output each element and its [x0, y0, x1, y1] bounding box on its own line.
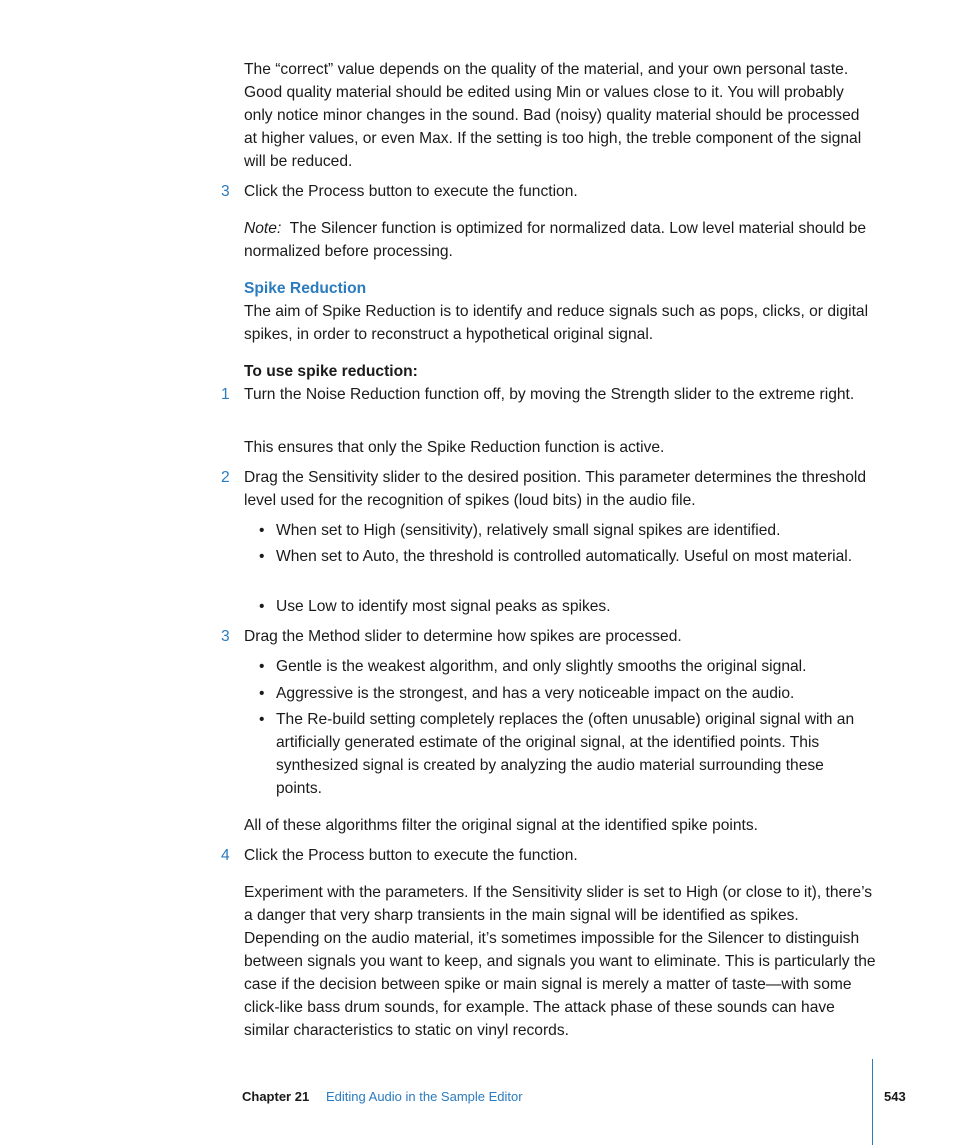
bullet-marker: • — [259, 548, 265, 565]
note-text: The Silencer function is optimized for normalized data. Low level material should be normalized before processing. — [244, 220, 867, 260]
spike-intro-paragraph: The aim of Spike Reduction is to identify and reduce signals such as pops, clicks, or digital spikes, in order to reconstruct a hypothetical original signal. — [244, 303, 869, 343]
footer-chapter-title: Editing Audio in the Sample Editor — [326, 1089, 523, 1104]
bullet-item: Gentle is the weakest algorithm, and only slightly smooths the original signal. — [276, 658, 807, 675]
bullet-marker: • — [259, 522, 265, 539]
step-number: 2 — [221, 469, 230, 486]
step-text: Drag the Method slider to determine how spikes are processed. — [244, 628, 682, 645]
step1-followup-paragraph: This ensures that only the Spike Reduction function is active. — [244, 439, 665, 456]
step-number: 4 — [221, 847, 230, 864]
step-number: 1 — [221, 386, 230, 403]
bullet-marker: • — [259, 598, 265, 615]
step-text: Click the Process button to execute the function. — [244, 847, 578, 864]
step-text: Drag the Sensitivity slider to the desired position. This parameter determines the threshold level used for the recognition of spikes (loud bits) in the audio file. — [244, 469, 867, 509]
bullet-marker: • — [259, 685, 265, 702]
page-number: 543 — [884, 1089, 906, 1104]
algorithms-paragraph: All of these algorithms filter the original signal at the identified spike points. — [244, 817, 759, 834]
bullet-item: When set to Auto, the threshold is controlled automatically. Useful on most material. — [276, 548, 853, 565]
footer-chapter: Chapter 21 — [242, 1089, 310, 1104]
bullet-item: When set to High (sensitivity), relatively small signal spikes are identified. — [276, 522, 781, 539]
section-heading: Spike Reduction — [244, 280, 367, 297]
experiment-paragraph: Experiment with the parameters. If the Sensitivity slider is set to High (or close to it), there’s a danger that very sharp transients in the main signal will be identified as spikes. Depending on the audio material, it’s sometimes impossible for the Silencer to distinguish between signals you want to keep, and signals you want to eliminate. This is particularly the case if the decision between spike or main signal is merely a matter of taste—with some click-like bass drum sounds, for example. The attack phase of these sounds can have similar characteristics to static on vinyl records. — [244, 884, 876, 1039]
task-heading: To use spike reduction: — [244, 363, 418, 380]
note-label: Note: — [244, 220, 282, 237]
bullet-item: Use Low to identify most signal peaks as spikes. — [276, 598, 611, 615]
footer-divider — [872, 1059, 873, 1145]
intro-paragraph: The “correct” value depends on the quality of the material, and your own personal taste. Good quality material should be edited using Min or values close to it. You will probably only notice minor changes in the sound. Bad (noisy) quality material should be processed at higher values, or even Max. If the setting is too high, the treble component of the signal will be reduced. — [244, 61, 862, 170]
bullet-marker: • — [259, 658, 265, 675]
step-text: Turn the Noise Reduction function off, by moving the Strength slider to the extreme right. — [244, 386, 855, 403]
step-number: 3 — [221, 628, 230, 645]
bullet-item: The Re-build setting completely replaces the (often unusable) original signal with an artificially generated estimate of the original signal, at the identified points. This synthesized signal is created by analyzing the audio material surrounding these points. — [276, 711, 855, 797]
bullet-marker: • — [259, 711, 265, 728]
bullet-item: Aggressive is the strongest, and has a very noticeable impact on the audio. — [276, 685, 795, 702]
step-text: Click the Process button to execute the function. — [244, 183, 578, 200]
note-paragraph — [244, 217, 874, 263]
step-number: 3 — [221, 183, 230, 200]
